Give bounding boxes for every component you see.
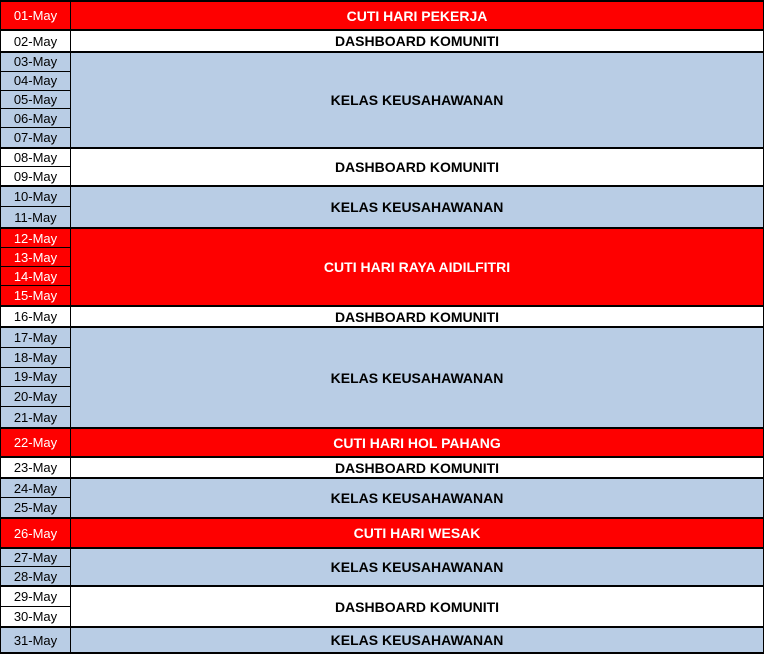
date-column [0, 307, 71, 326]
activity-label: CUTI HARI PEKERJA [71, 2, 764, 29]
date-column [0, 519, 71, 547]
date-cell: 28-May [13, 568, 58, 584]
activity-label: KELAS KEUSAHAWANAN [71, 187, 764, 227]
date-cell: 24-May [1, 479, 70, 498]
date-cell: 30-May [13, 608, 58, 624]
schedule-block [0, 187, 764, 227]
activity-label: CUTI HARI WESAK [71, 519, 764, 547]
activity-label: DASHBOARD KOMUNITI [71, 149, 764, 185]
date-column [0, 628, 71, 652]
date-cell: 31-May [13, 632, 58, 648]
schedule-block [0, 229, 764, 305]
activity-label: CUTI HARI RAYA AIDILFITRI [71, 229, 764, 305]
schedule-block [0, 549, 764, 585]
date-cell: 29-May [1, 587, 70, 607]
date-column [0, 53, 71, 147]
date-cell: 04-May [1, 72, 70, 91]
date-cell: 16-May [13, 309, 58, 324]
activity-label: DASHBOARD KOMUNITI [71, 458, 764, 477]
schedule-block [0, 149, 764, 185]
activity-label: DASHBOARD KOMUNITI [71, 307, 764, 326]
date-cell: 23-May [13, 460, 58, 475]
date-cell: 22-May [13, 435, 58, 450]
date-column [0, 2, 71, 29]
date-column [0, 31, 71, 51]
schedule-block [0, 53, 764, 147]
date-column [0, 479, 71, 517]
date-cell: 25-May [13, 500, 58, 515]
date-cell: 05-May [1, 91, 70, 110]
activity-label: DASHBOARD KOMUNITI [71, 31, 764, 51]
date-cell: 15-May [13, 288, 58, 303]
date-cell: 21-May [13, 409, 58, 425]
date-cell: 18-May [1, 348, 70, 368]
activity-label: DASHBOARD KOMUNITI [71, 587, 764, 626]
date-column [0, 458, 71, 477]
date-column [0, 229, 71, 305]
activity-label: KELAS KEUSAHAWANAN [71, 53, 764, 147]
schedule-block [0, 2, 764, 29]
date-cell: 09-May [13, 168, 58, 184]
date-cell: 27-May [1, 549, 70, 567]
date-cell: 14-May [1, 267, 70, 286]
date-cell: 13-May [1, 248, 70, 267]
date-cell: 03-May [1, 53, 70, 72]
activity-label: KELAS KEUSAHAWANAN [71, 479, 764, 517]
date-column [0, 587, 71, 626]
date-cell: 19-May [1, 368, 70, 388]
schedule-block [0, 458, 764, 477]
schedule-block [0, 328, 764, 427]
date-cell: 02-May [13, 33, 58, 49]
schedule-block [0, 519, 764, 547]
date-cell: 20-May [1, 387, 70, 407]
date-column [0, 549, 71, 585]
schedule-block [0, 479, 764, 517]
date-cell: 11-May [14, 209, 57, 225]
activity-label: KELAS KEUSAHAWANAN [71, 549, 764, 585]
schedule-block [0, 587, 764, 626]
date-cell: 08-May [1, 149, 70, 167]
date-cell: 17-May [1, 328, 70, 348]
schedule-block [0, 628, 764, 652]
date-cell: 10-May [1, 187, 70, 207]
schedule-block [0, 429, 764, 456]
activity-label: CUTI HARI HOL PAHANG [71, 429, 764, 456]
date-cell: 12-May [1, 229, 70, 248]
schedule-block [0, 307, 764, 326]
date-column [0, 149, 71, 185]
date-cell: 06-May [1, 109, 70, 128]
date-cell: 01-May [13, 8, 58, 23]
date-cell: 07-May [13, 130, 58, 146]
date-column [0, 328, 71, 427]
activity-label: KELAS KEUSAHAWANAN [71, 328, 764, 427]
activity-label: KELAS KEUSAHAWANAN [71, 628, 764, 652]
row-divider [0, 652, 764, 654]
date-column [0, 429, 71, 456]
date-column [0, 187, 71, 227]
date-cell: 26-May [13, 525, 58, 541]
schedule-block [0, 31, 764, 51]
